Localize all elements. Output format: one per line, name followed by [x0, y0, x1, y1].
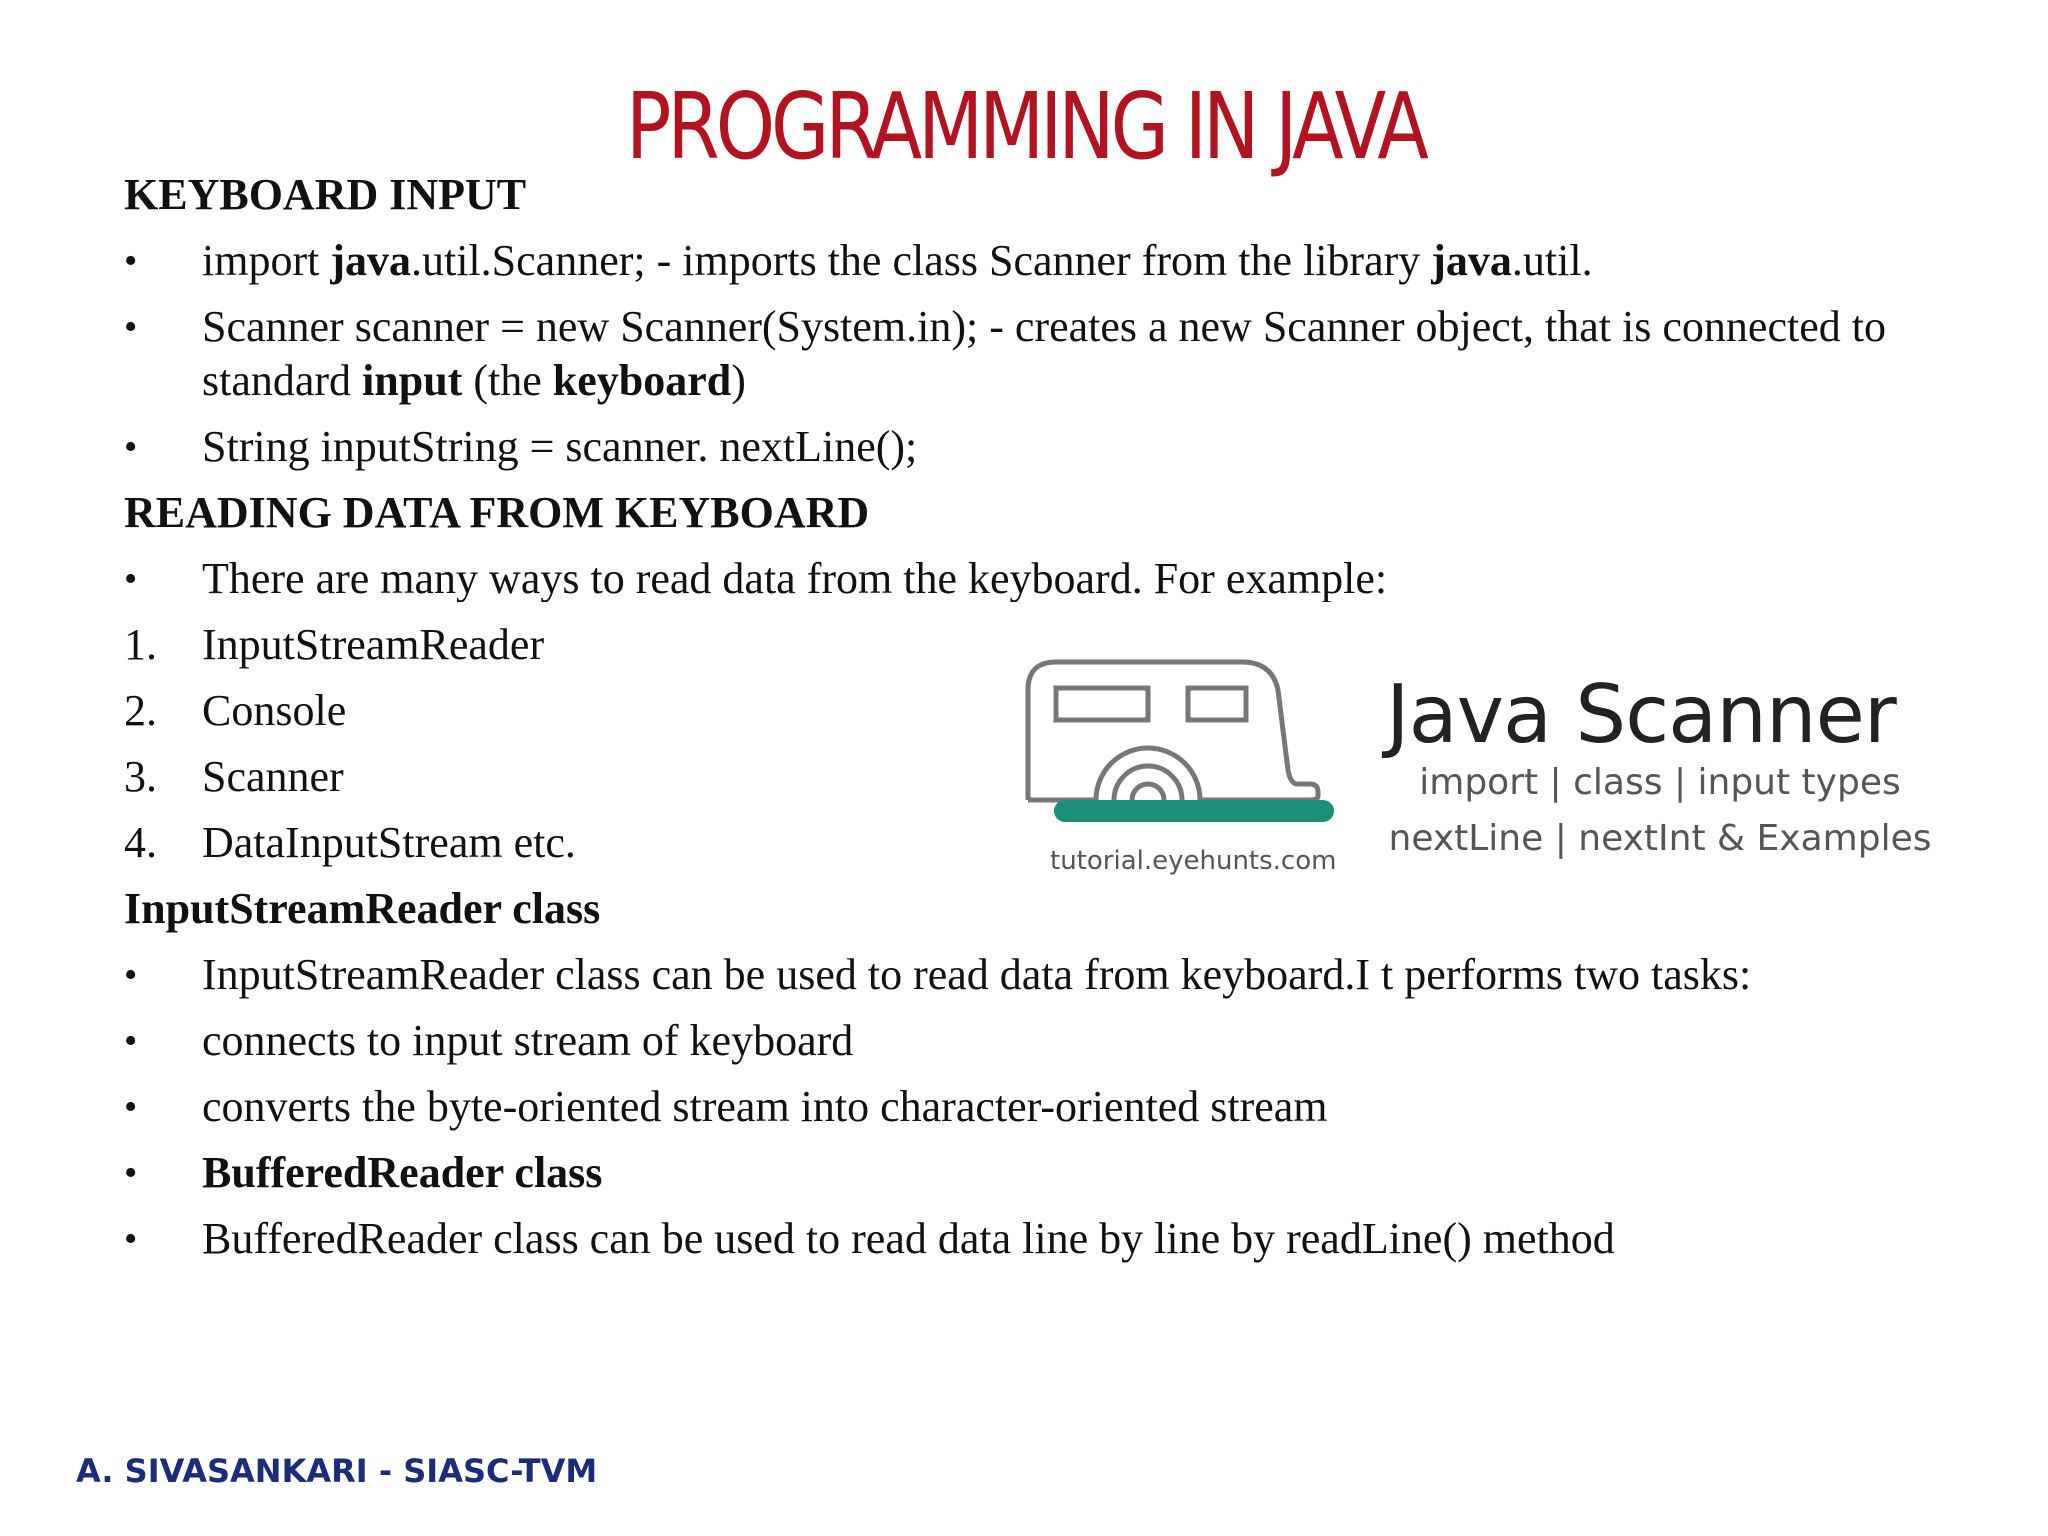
list-item-3: 3. Scanner: [124, 752, 344, 801]
heading-reading-data: READING DATA FROM KEYBOARD: [124, 488, 870, 537]
heading-keyboard-input: KEYBOARD INPUT: [124, 170, 527, 219]
bullet-marker: •: [124, 240, 138, 282]
logo-subtitle-1: import | class | input types: [1419, 762, 1901, 803]
camper-trailer-icon: [1010, 650, 1340, 850]
bullet-connects: • connects to input stream of keyboard: [124, 1014, 1944, 1068]
heading-isr-class: InputStreamReader class: [124, 884, 601, 933]
bullet-marker: •: [124, 1152, 138, 1194]
footer-author: A. SIVASANKARI - SIASC-TVM: [76, 1452, 598, 1490]
bullet-marker: •: [124, 1020, 138, 1062]
java-scanner-logo: [1010, 650, 1960, 890]
list-item-4: 4. DataInputStream etc.: [124, 818, 576, 867]
bullet-marker: •: [124, 954, 138, 996]
bullet-marker: •: [124, 1086, 138, 1128]
slide-title: PROGRAMMING IN JAVA: [625, 73, 1425, 180]
list-item-2: 2. Console: [124, 686, 347, 735]
bullet-marker: •: [124, 306, 138, 348]
logo-title: Java Scanner: [1386, 668, 1896, 761]
logo-source-text: tutorial.eyehunts.com: [1050, 846, 1337, 876]
bullet-scanner-object: • Scanner scanner = new Scanner(System.in); - creates a new Scanner object, that is connected to standard input (the keyboard): [124, 302, 1886, 405]
bullet-import: • import java.util.Scanner; - imports the class Scanner from the library java.util.: [124, 234, 1944, 288]
bullet-buffered-reader-heading: • BufferedReader class: [124, 1146, 1944, 1200]
bullet-converts: • converts the byte-oriented stream into character-oriented stream: [124, 1080, 1944, 1134]
list-item-1: 1. InputStreamReader: [124, 620, 545, 669]
bullet-isr-tasks: • InputStreamReader class can be used to read data from keyboard.I t performs two tasks:: [124, 948, 1944, 1002]
logo-subtitle-2: nextLine | nextInt & Examples: [1388, 818, 1932, 859]
bullet-marker: •: [124, 426, 138, 468]
bullet-buffered-reader: • BufferedReader class can be used to read data line by line by readLine() method: [124, 1212, 1944, 1266]
bullet-marker: •: [124, 558, 138, 600]
bullet-marker: •: [124, 1218, 138, 1260]
bullet-input-string: • String inputString = scanner. nextLine();: [124, 420, 1944, 474]
bullet-many-ways: • There are many ways to read data from the keyboard. For example:: [124, 552, 1944, 602]
